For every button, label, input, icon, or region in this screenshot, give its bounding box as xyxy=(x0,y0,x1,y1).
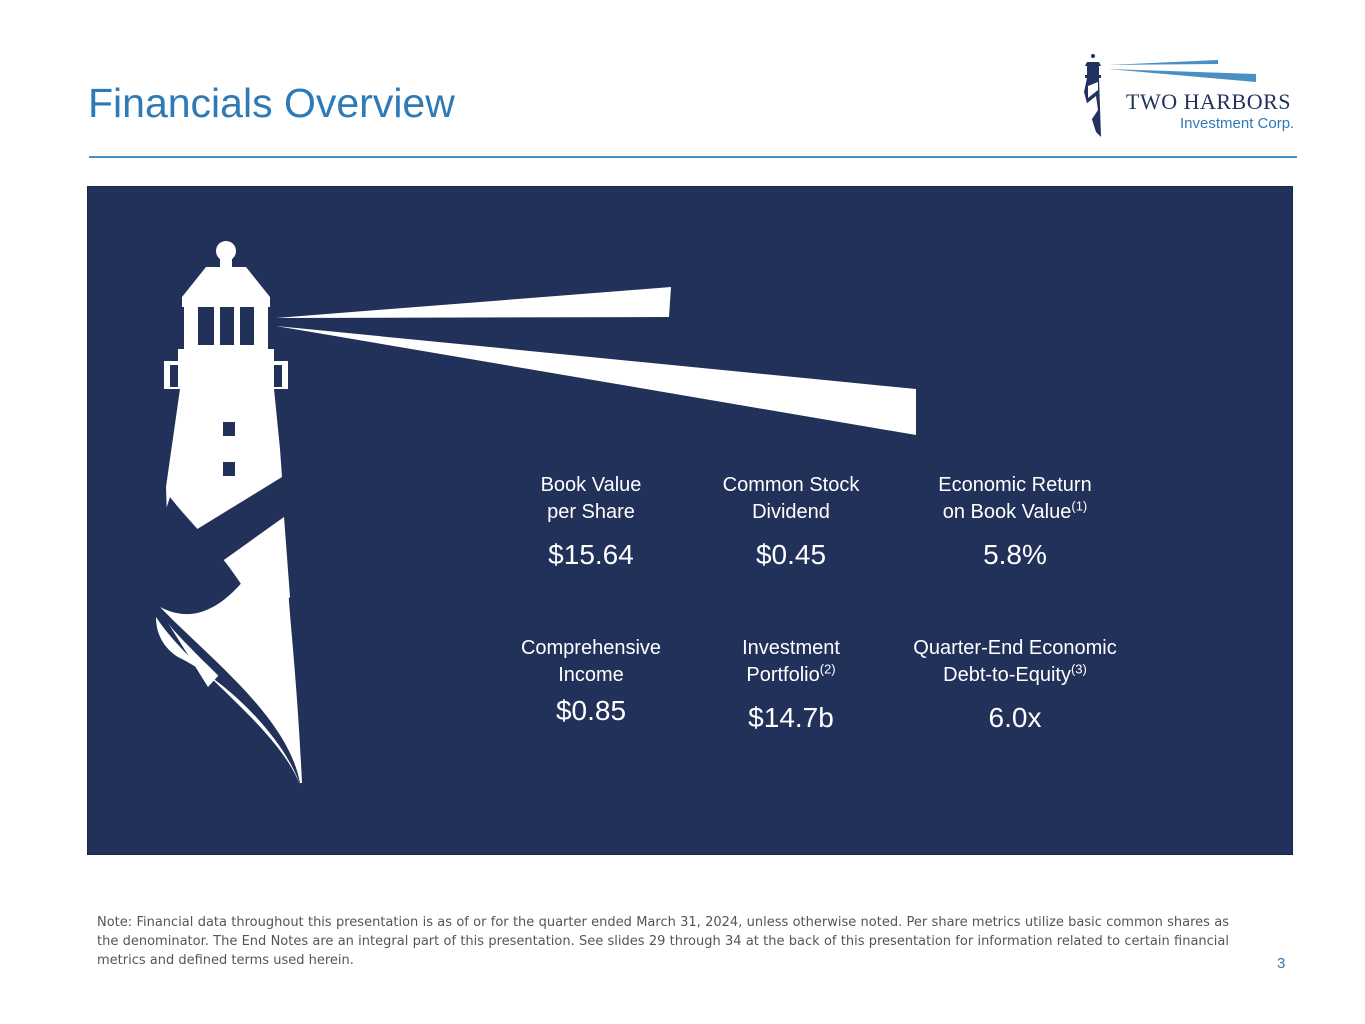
metric-value: $15.64 xyxy=(548,539,634,570)
metric-comprehensive-income xyxy=(481,635,701,727)
metric-label: Book Value per Share xyxy=(540,474,642,523)
metrics-panel xyxy=(87,186,1293,855)
metric-label: Investment Portfolio$^{(2)}$ xyxy=(742,637,840,686)
metric-label: Quarter-End Economic Debt-to-Equity$^{(3)}$ xyxy=(913,637,1117,686)
page-number: 3 xyxy=(1277,955,1286,972)
footnote: Note: Financial data throughout this presentation is as of or for the quarter ended March 31, 2024, unless otherwise noted. Per share metrics utilize basic common shares as the denominator. The End Notes are an integral part of this presentation. See slides 29 through 34 at the back of this presentation for information related to certain financial metrics and defined terms used herein. xyxy=(97,915,1229,968)
metric-label: Economic Return on Book Value$^{(1)}$ xyxy=(938,474,1092,523)
logo-company-name: TWO HARBORS xyxy=(1126,89,1292,114)
metric-value: $14.7b xyxy=(748,702,834,733)
metric-common-stock-dividend xyxy=(681,472,901,571)
metric-value: $0.45 xyxy=(755,539,827,570)
metric-book-value-per-share xyxy=(481,472,701,571)
title-divider xyxy=(89,156,1297,158)
metric-value: 6.0x xyxy=(988,702,1042,733)
logo-company-subtitle: Investment Corp. xyxy=(1180,115,1295,132)
metric-label: Common Stock Dividend xyxy=(722,474,860,523)
metric-debt-to-equity xyxy=(905,635,1125,734)
metric-label: Comprehensive Income xyxy=(520,637,662,686)
metric-value: $0.85 xyxy=(555,695,627,726)
metric-economic-return xyxy=(905,472,1125,571)
metric-investment-portfolio xyxy=(681,635,901,734)
page-title: Financials Overview xyxy=(88,80,455,126)
metric-value: 5.8% xyxy=(983,539,1047,570)
